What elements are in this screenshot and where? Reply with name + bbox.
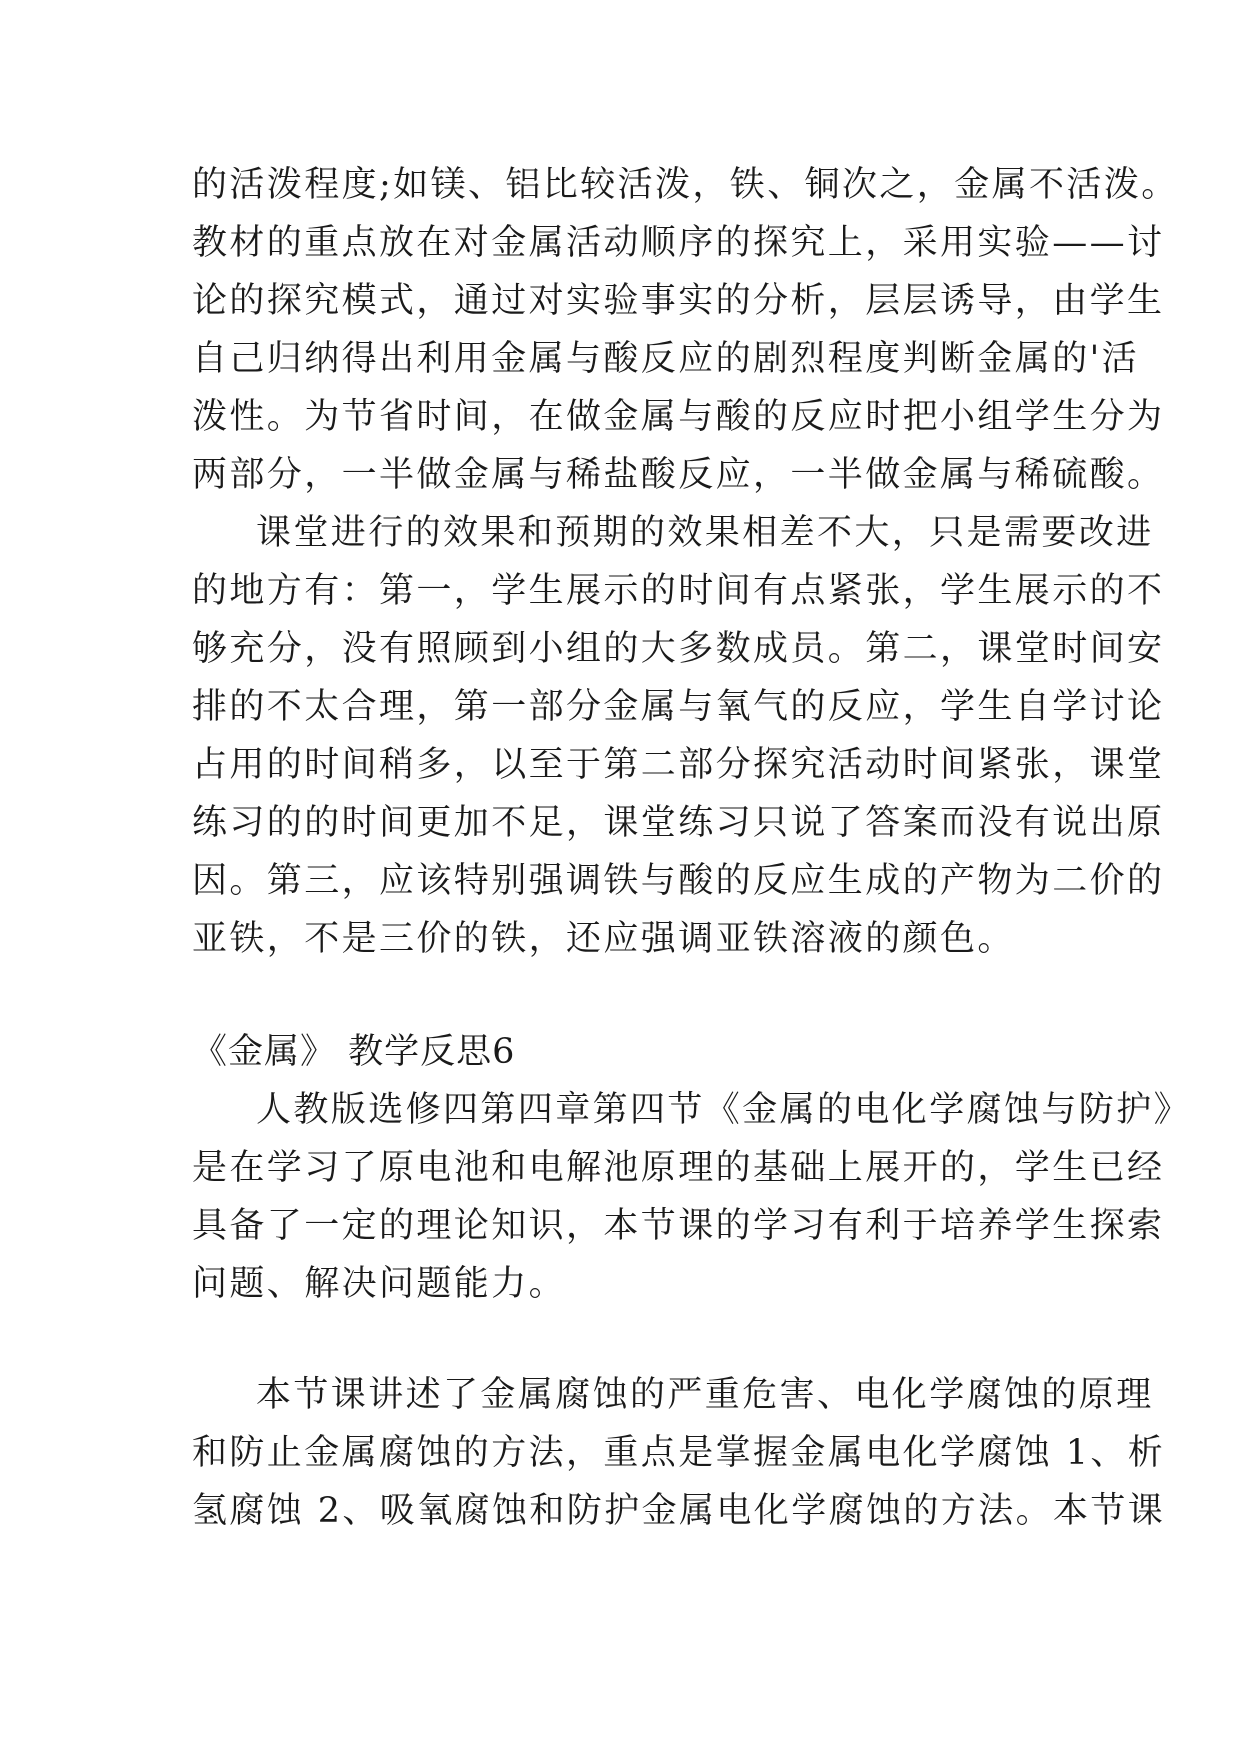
text-line: 因。第三，应该特别强调铁与酸的反应生成的产物为二价的 [192, 861, 1165, 901]
text-line: 占用的时间稍多，以至于第二部分探究活动时间紧张，课堂 [192, 745, 1165, 785]
text-line: 是在学习了原电池和电解池原理的基础上展开的，学生已经 [192, 1148, 1165, 1188]
text-line: 够充分，没有照顾到小组的大多数成员。第二，课堂时间安 [192, 629, 1165, 669]
paragraph-first-line: 人教版选修四第四章第四节《金属的电化学腐蚀与防护》 [256, 1090, 1192, 1130]
section-heading: 《金属》 教学反思6 [192, 1032, 516, 1072]
text-line: 自己归纳得出利用金属与酸反应的剧烈程度判断金属的'活 [192, 339, 1140, 379]
text-line: 亚铁，不是三价的铁，还应强调亚铁溶液的颜色。 [192, 919, 1015, 959]
text-line: 问题、解决问题能力。 [192, 1264, 567, 1304]
text-line: 的地方有：第一，学生展示的时间有点紧张，学生展示的不 [192, 571, 1165, 611]
paragraph-first-line: 课堂进行的效果和预期的效果相差不大，只是需要改进 [256, 513, 1154, 553]
text-line: 论的探究模式，通过对实验事实的分析，层层诱导，由学生 [192, 281, 1165, 321]
text-line: 和防止金属腐蚀的方法，重点是掌握金属电化学腐蚀 1、析 [192, 1433, 1166, 1473]
paragraph-first-line: 本节课讲述了金属腐蚀的严重危害、电化学腐蚀的原理 [256, 1375, 1154, 1415]
text-line: 教材的重点放在对金属活动顺序的探究上，采用实验——讨 [192, 223, 1165, 263]
text-line: 的活泼程度;如镁、铝比较活泼，铁、铜次之，金属不活泼。 [192, 165, 1179, 205]
text-line: 具备了一定的理论知识，本节课的学习有利于培养学生探索 [192, 1206, 1165, 1246]
text-line: 泼性。为节省时间，在做金属与酸的反应时把小组学生分为 [192, 397, 1165, 437]
text-line: 两部分，一半做金属与稀盐酸反应，一半做金属与稀硫酸。 [192, 455, 1165, 495]
text-line: 练习的的时间更加不足，课堂练习只说了答案而没有说出原 [192, 803, 1165, 843]
text-line: 排的不太合理，第一部分金属与氧气的反应，学生自学讨论 [192, 687, 1165, 727]
text-line: 氢腐蚀 2、吸氧腐蚀和防护金属电化学腐蚀的方法。本节课 [192, 1491, 1166, 1531]
